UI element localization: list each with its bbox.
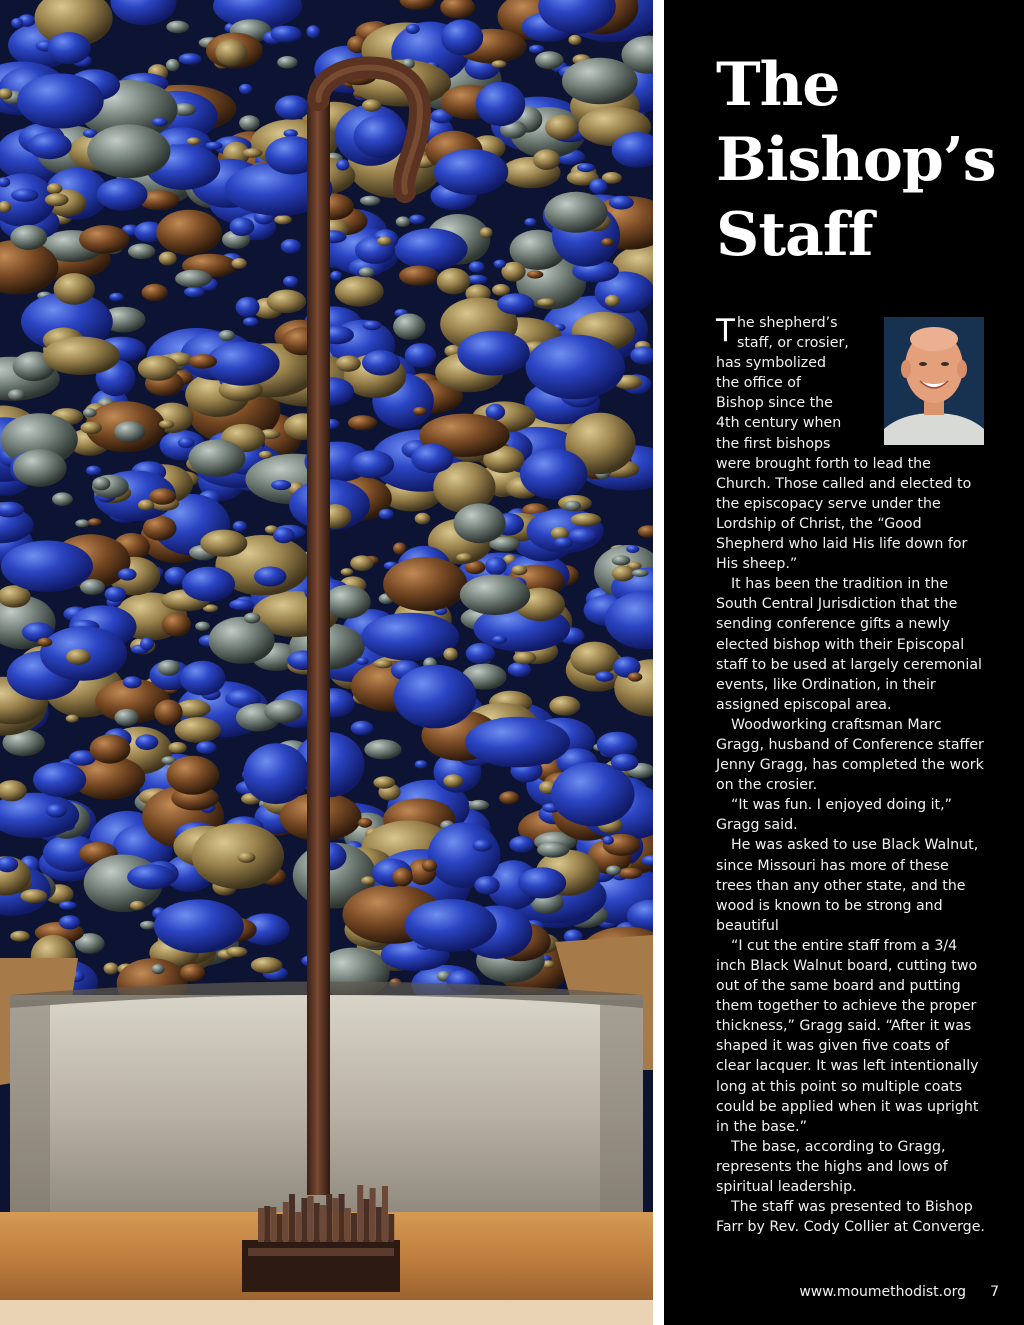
website-url: www.moumethodist.org bbox=[799, 1284, 967, 1300]
body-paragraph: Woodworking craftsman Marc Gragg, husband of Conference staffer Jenny Gragg, has completed the work on the crosier. bbox=[716, 716, 984, 794]
title-line: Staff bbox=[716, 200, 873, 270]
article-body bbox=[716, 313, 988, 1237]
intro-line: he shepherd’s bbox=[736, 315, 838, 331]
intro-paragraph bbox=[716, 313, 988, 454]
title-line: The bbox=[716, 50, 840, 120]
intro-line: has symbolized bbox=[716, 355, 826, 372]
body-paragraph: The base, according to Gragg, represents the highs and lows of spiritual leadership. bbox=[716, 1138, 948, 1196]
body-paragraph: It has been the tradition in the South Central Jurisdiction that the sending conference gifts a newly elected bishop with their Episcopal staff to be used at largely ceremonial events, like Ordination, in their assigned episcopal area. bbox=[716, 576, 982, 713]
body-paragraph: He was asked to use Black Walnut, since Missouri has more of these trees than any other state, and the wood is known to be strong and beautiful bbox=[716, 837, 979, 934]
body-paragraph: “I cut the entire staff from a 3/4 inch Black Walnut board, cutting two out of the same board and putting them together to achieve the proper thickness,” Gragg said. “After it was shaped it was given five coats of clear lacquer. It was left intentionally long at this point so multiple coats could be applied when it was upright in the base.” bbox=[716, 937, 979, 1135]
title-line: Bishop’s bbox=[716, 125, 996, 195]
intro-line: Bishop since the bbox=[716, 395, 833, 412]
page-footer bbox=[799, 1284, 999, 1300]
article-column bbox=[664, 0, 1024, 1325]
page-number: 7 bbox=[990, 1284, 999, 1300]
intro-line: the office of bbox=[716, 375, 801, 392]
intro-line: 4th century when bbox=[716, 415, 842, 432]
body-paragraph: were brought forth to lead the Church. Those called and elected to the episcopacy serve under the Lordship of Christ, the “Good Shepherd who laid His life down for His sheep.” bbox=[716, 455, 972, 573]
drop-cap: T bbox=[716, 313, 735, 349]
article-title bbox=[716, 48, 1016, 273]
page-gutter bbox=[653, 0, 664, 1325]
body-paragraph: “It was fun. I enjoyed doing it,” Gragg said. bbox=[716, 797, 952, 834]
intro-line: the first bishops bbox=[716, 435, 831, 452]
intro-line: staff, or crosier, bbox=[736, 335, 849, 352]
body-paragraph: The staff was presented to Bishop Farr by Rev. Cody Collier at Converge. bbox=[716, 1199, 985, 1236]
